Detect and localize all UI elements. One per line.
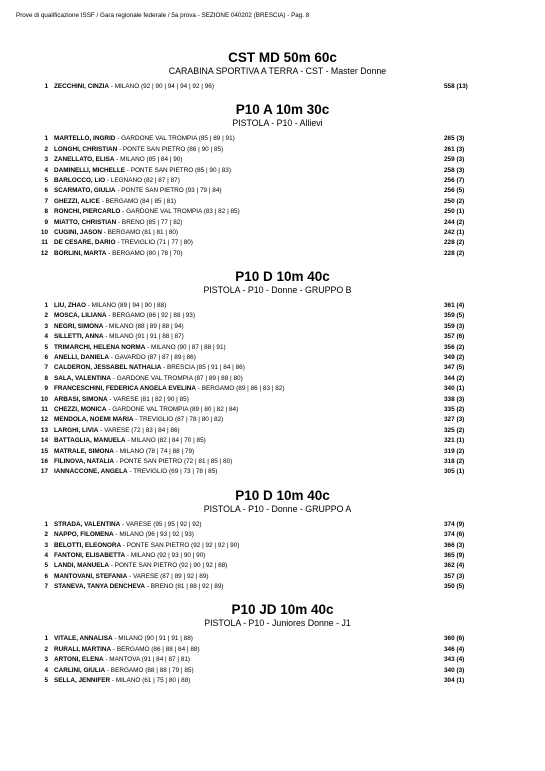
rank-number: 4 [44,166,48,174]
athlete-info [54,343,226,353]
athlete-info [54,176,180,186]
athlete-name: FANTONI, ELISABETTA [54,551,126,559]
result-row [0,249,545,259]
total-score: 366 (3) [444,541,465,549]
rank-number: 4 [44,551,48,559]
rank-number: 1 [44,83,48,90]
athlete-details: - MILANO (92 | 93 | 90 | 90) [125,551,206,559]
athlete-details: - MILANO (78 | 74 | 88 | 79) [113,447,195,455]
result-row [0,582,545,592]
athlete-name: FRANCESCHINI, FEDERICA ANGELA EVELINA [54,385,197,393]
total-score: 356 (2) [444,343,465,351]
athlete-info [54,155,182,165]
athlete-details: - MILANO (96 | 93 | 92 | 93) [113,531,194,539]
athlete-name: BATTAGLIA, MANUELA [54,437,126,445]
athlete-name: BELOTTI, ELEONORA [54,541,122,549]
page-header: Prove di qualificazione ISSF / Gara regionale federale / 5a prova - SEZIONE 040202 (BRESCIA) - Pag. 8 [16,12,310,19]
total-score: 305 (1) [444,468,465,476]
athlete-details: - MILANO (90 | 87 | 88 | 91) [145,343,226,351]
athlete-name: LIU, ZHAO [54,302,86,310]
rank-number: 2 [44,645,48,653]
athlete-details: - BERGAMO (81 | 81 | 80) [101,228,179,236]
event-subtitle: PISTOLA - P10 - Donne - GRUPPO B [203,285,352,296]
athlete-details: - BERGAMO (80 | 78 | 70) [106,249,183,257]
athlete-info [54,457,232,467]
results-list [0,634,545,686]
rank-number: 5 [44,343,48,351]
athlete-details: - MILANO (91 | 91 | 88 | 87) [103,333,184,341]
athlete-details: - PONTE SAN PIETRO (92 | 92 | 92 | 90) [121,541,240,549]
athlete-info [54,541,239,551]
result-row [0,155,545,165]
athlete-name: VITALE, ANNALISA [54,635,113,643]
rank-number: 6 [44,354,48,362]
total-score: 250 (2) [444,197,465,205]
total-score: 265 (3) [444,135,465,143]
result-row [0,311,545,321]
athlete-details: - VARESE (81 | 82 | 90 | 85) [107,395,189,403]
total-score: 359 (3) [444,322,465,330]
result-row [0,457,545,467]
athlete-info [54,395,189,405]
result-row [0,82,545,92]
total-score: 340 (1) [444,385,465,393]
athlete-info [54,415,223,425]
results-section [0,50,545,92]
result-row [0,186,545,196]
athlete-info [54,572,209,582]
athlete-details: - BRESCIA (85 | 91 | 84 | 86) [161,364,245,372]
results-section [0,602,545,686]
athlete-info [54,676,190,686]
result-row [0,228,545,238]
result-row [0,145,545,155]
event-subtitle: PISTOLA - P10 - Donne - GRUPPO A [203,503,352,514]
rank-number: 7 [44,583,48,591]
athlete-name: ANELLI, DANIELA [54,354,110,362]
athlete-info [54,582,224,592]
rank-number: 6 [44,187,48,195]
total-score: 361 (4) [444,302,465,310]
total-score: 343 (4) [444,656,465,664]
results-list [0,82,545,92]
total-score: 258 (3) [444,166,465,174]
results-list [0,134,545,259]
athlete-details: - MILANO (89 | 94 | 90 | 88) [85,302,167,310]
athlete-info [54,405,238,415]
athlete-details: - PONTE SAN PIETRO (86 | 90 | 85) [117,145,224,153]
athlete-name: SELLA, JENNIFER [54,677,111,685]
athlete-name: RONCHI, PIERCARLO [54,208,121,216]
rank-number: 5 [44,562,48,570]
athlete-name: ZANELLATO, ELISA [54,156,115,164]
total-score: 347 (5) [444,364,465,372]
event-subtitle: PISTOLA - P10 - Juniores Donne - J1 [204,618,351,629]
rank-number: 3 [44,322,48,330]
athlete-info [54,353,196,363]
result-row [0,332,545,342]
athlete-name: STANEVA, TANYA DENCHEVA [54,583,146,591]
result-row [0,634,545,644]
rank-number: 3 [44,656,48,664]
rank-number: 8 [44,208,48,216]
athlete-details: - VARESE (72 | 83 | 84 | 86) [98,426,180,434]
result-row [0,666,545,676]
athlete-details: - BERGAMO (84 | 85 | 81) [99,197,177,205]
athlete-details: - MILANO (88 | 89 | 88 | 94) [103,322,184,330]
athlete-name: NAPPO, FILOMENA [54,531,114,539]
athlete-info [54,145,223,155]
athlete-info [54,238,193,248]
result-row [0,467,545,477]
event-title: P10 JD 10m 40c [231,602,334,618]
athlete-info [54,166,231,176]
result-row [0,301,545,311]
athlete-details: - TREVIGLIO (69 | 73 | 78 | 85) [127,468,218,476]
athlete-name: CALDERON, JESSABEL NATHALIA [54,364,162,372]
athlete-name: FILINOVA, NATALIA [54,457,114,465]
athlete-info [54,197,176,207]
athlete-info [54,134,235,144]
athlete-info [54,249,183,259]
rank-number: 10 [40,395,48,403]
rank-number: 9 [44,218,48,226]
total-score: 350 (5) [444,583,465,591]
athlete-name: SCARMATO, GIULIA [54,187,116,195]
athlete-info [54,561,227,571]
athlete-name: ZECCHINI, CINZIA [54,83,110,90]
athlete-name: SALA, VALENTINA [54,374,112,382]
athlete-name: CHEZZI, MONICA [54,405,107,413]
athlete-name: IANNACCONE, ANGELA [54,468,128,476]
total-score: 335 (2) [444,405,465,413]
result-row [0,363,545,373]
rank-number: 6 [44,572,48,580]
results-list [0,520,545,593]
total-score: 228 (2) [444,249,465,257]
athlete-details: - BRENO (81 | 88 | 92 | 89) [145,583,224,591]
rank-number: 2 [44,312,48,320]
total-score: 244 (2) [444,218,465,226]
rank-number: 10 [40,228,48,236]
athlete-details: - GARDONE VAL TROMPIA (89 | 80 | 82 | 84) [106,405,239,413]
result-row [0,447,545,457]
athlete-info [54,655,190,665]
rank-number: 7 [44,364,48,372]
athlete-details: - VARESE (95 | 95 | 92 | 92) [120,520,202,528]
athlete-details: - GARDONE VAL TROMPIA (85 | 89 | 91) [115,135,235,143]
rank-number: 1 [44,302,48,310]
result-row [0,395,545,405]
result-row [0,436,545,446]
total-score: 558 (13) [444,83,468,90]
athlete-info [54,301,166,311]
athlete-info [54,426,180,436]
event-title: P10 D 10m 40c [235,487,330,503]
athlete-details: - PONTE SAN PIETRO (85 | 90 | 83) [125,166,231,174]
athlete-name: LONGHI, CHRISTIAN [54,145,118,153]
athlete-details: - TREVIGLIO (87 | 78 | 80 | 82) [133,416,224,424]
total-score: 250 (1) [444,208,465,216]
rank-number: 5 [44,677,48,685]
result-row [0,426,545,436]
results-section [0,102,545,259]
athlete-details: - GARDONE VAL TROMPIA (83 | 82 | 85) [120,208,240,216]
rank-number: 1 [44,635,48,643]
total-score: 357 (3) [444,572,465,580]
athlete-info [54,436,206,446]
athlete-details: - VARESE (87 | 89 | 92 | 89) [127,572,209,580]
athlete-name: DAMINELLI, MICHELLE [54,166,126,174]
athlete-info [54,311,195,321]
athlete-details: - MILANO (92 | 90 | 94 | 94 | 92 | 96) [109,83,214,90]
rank-number: 1 [44,135,48,143]
athlete-name: DE CESARE, DARIO [54,239,116,247]
result-row [0,415,545,425]
rank-number: 3 [44,156,48,164]
total-score: 319 (2) [444,447,465,455]
athlete-info [54,82,214,92]
athlete-details: - PONTE SAN PIETRO (93 | 79 | 84) [115,187,222,195]
athlete-details: - MILANO (61 | 75 | 80 | 88) [110,677,191,685]
athlete-info [54,322,184,332]
athlete-name: MIATTO, CHRISTIAN [54,218,117,226]
athlete-name: BORLINI, MARTA [54,249,107,257]
athlete-details: - BERGAMO (86 | 92 | 88 | 93) [106,312,195,320]
results-sections [0,50,545,696]
result-row [0,207,545,217]
athlete-details: - BERGAMO (89 | 86 | 83 | 82) [196,385,285,393]
athlete-info [54,332,184,342]
event-subtitle: PISTOLA - P10 - Allievi [232,118,323,129]
rank-number: 12 [40,249,48,257]
athlete-details: - LEGNANO (82 | 87 | 87) [105,176,180,184]
rank-number: 16 [40,457,48,465]
total-score: 344 (2) [444,374,465,382]
total-score: 318 (2) [444,457,465,465]
total-score: 327 (3) [444,416,465,424]
result-row [0,520,545,530]
athlete-details: - TREVIGLIO (71 | 77 | 80) [115,239,193,247]
result-row [0,343,545,353]
athlete-info [54,645,200,655]
total-score: 228 (2) [444,239,465,247]
results-section [0,488,545,593]
total-score: 321 (1) [444,437,465,445]
athlete-name: LARGHI, LIVIA [54,426,99,434]
athlete-info [54,634,193,644]
result-row [0,353,545,363]
total-score: 304 (1) [444,677,465,685]
rank-number: 15 [40,447,48,455]
athlete-details: - BERGAMO (88 | 88 | 79 | 85) [105,666,194,674]
athlete-name: MENDOLA, NOEMI MARIA [54,416,134,424]
athlete-details: - MILANO (90 | 91 | 91 | 88) [112,635,193,643]
athlete-info [54,228,178,238]
athlete-name: LANDI, MANUELA [54,562,110,570]
rank-number: 4 [44,666,48,674]
athlete-name: BARLOCCO, LIO [54,176,106,184]
athlete-details: - MILANO (82 | 84 | 70 | 85) [125,437,206,445]
event-title: P10 D 10m 40c [235,269,330,285]
total-score: 349 (2) [444,354,465,362]
athlete-info [54,186,222,196]
result-row [0,561,545,571]
athlete-info [54,447,194,457]
athlete-details: - PONTE SAN PIETRO (72 | 81 | 85 | 80) [114,457,233,465]
athlete-name: STRADA, VALENTINA [54,520,121,528]
rank-number: 13 [40,426,48,434]
event-subtitle: CARABINA SPORTIVA A TERRA - CST - Master Donne [168,66,387,76]
result-row [0,572,545,582]
athlete-info [54,207,240,217]
total-score: 242 (1) [444,228,465,236]
athlete-details: - BERGAMO (86 | 88 | 84 | 88) [111,645,200,653]
athlete-info [54,520,202,530]
athlete-name: ARBASI, SIMONA [54,395,108,403]
total-score: 362 (4) [444,562,465,570]
total-score: 261 (3) [444,145,465,153]
rank-number: 14 [40,437,48,445]
rank-number: 8 [44,374,48,382]
rank-number: 4 [44,333,48,341]
total-score: 357 (6) [444,333,465,341]
result-row [0,218,545,228]
rank-number: 12 [40,416,48,424]
result-row [0,676,545,686]
athlete-name: NEGRI, SIMONA [54,322,104,330]
athlete-name: CARLINI, GIULIA [54,666,106,674]
total-score: 256 (7) [444,176,465,184]
athlete-name: CUGINI, JASON [54,228,102,236]
athlete-info [54,551,205,561]
result-row [0,541,545,551]
rank-number: 9 [44,385,48,393]
athlete-info [54,374,243,384]
athlete-details: - PONTE SAN PIETRO (92 | 90 | 92 | 88) [109,562,228,570]
rank-number: 1 [44,520,48,528]
event-title: P10 A 10m 30c [235,102,330,118]
result-row [0,655,545,665]
total-score: 374 (9) [444,520,465,528]
athlete-name: GHEZZI, ALICE [54,197,100,205]
result-row [0,374,545,384]
result-row [0,405,545,415]
total-score: 259 (3) [444,156,465,164]
athlete-info [54,218,182,228]
athlete-details: - GAVARDO (87 | 87 | 89 | 86) [109,354,196,362]
athlete-details: - GARDONE VAL TROMPIA (87 | 89 | 88 | 80) [111,374,243,382]
athlete-name: MOSCA, LILIANA [54,312,107,320]
result-row [0,238,545,248]
rank-number: 11 [41,239,48,247]
total-score: 374 (6) [444,531,465,539]
athlete-name: ARTONI, ELENA [54,656,104,664]
athlete-info [54,467,217,477]
athlete-details: - MANTOVA (91 | 84 | 87 | 81) [103,656,191,664]
total-score: 359 (5) [444,312,465,320]
rank-number: 3 [44,541,48,549]
athlete-info [54,530,194,540]
rank-number: 5 [44,176,48,184]
athlete-details: - MILANO (85 | 84 | 90) [114,156,183,164]
result-row [0,530,545,540]
result-row [0,166,545,176]
athlete-name: MARTELLO, INGRID [54,135,116,143]
athlete-info [54,666,194,676]
athlete-name: SILLETTI, ANNA [54,333,104,341]
total-score: 365 (9) [444,551,465,559]
total-score: 338 (3) [444,395,465,403]
results-section [0,269,545,478]
rank-number: 11 [41,405,48,413]
athlete-name: MANTOVANI, STEFANIA [54,572,128,580]
results-list [0,301,545,478]
event-title: CST MD 50m 60c [228,50,337,65]
result-row [0,645,545,655]
total-score: 340 (3) [444,666,465,674]
rank-number: 2 [44,145,48,153]
result-row [0,384,545,394]
result-row [0,134,545,144]
athlete-info [54,384,284,394]
result-row [0,176,545,186]
total-score: 325 (2) [444,426,465,434]
rank-number: 17 [40,468,48,476]
athlete-name: MATRALE, SIMONA [54,447,114,455]
athlete-details: - BRENO (85 | 77 | 82) [116,218,183,226]
athlete-name: RURALI, MARTINA [54,645,112,653]
athlete-name: TRIMARCHI, HELENA NORMA [54,343,146,351]
total-score: 360 (6) [444,635,465,643]
rank-number: 7 [44,197,48,205]
result-row [0,551,545,561]
total-score: 256 (5) [444,187,465,195]
result-row [0,197,545,207]
total-score: 346 (4) [444,645,465,653]
athlete-info [54,363,245,373]
rank-number: 2 [44,531,48,539]
result-row [0,322,545,332]
